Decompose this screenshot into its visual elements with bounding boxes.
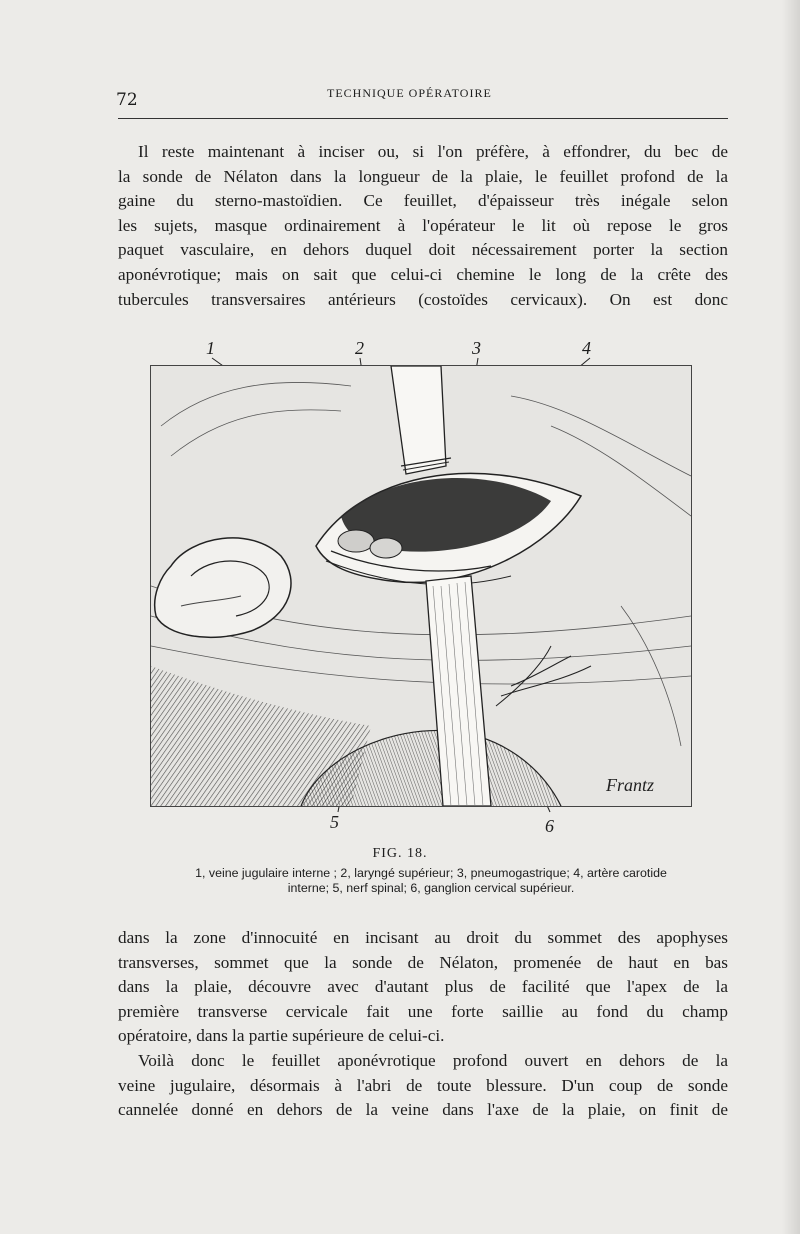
text-line: les sujets, masque ordinairement à l'opérateur le lit où repose le gros: [118, 215, 728, 235]
text-line: dans la zone d'innocuité en incisant au droit du sommet des apophyses: [118, 928, 728, 947]
caption-line: interne; 5, nerf spinal; 6, ganglion cervical supérieur.: [287, 881, 575, 895]
text-line: cannelée donné en dehors de la veine dans l'axe de la plaie, on finit de: [118, 1100, 728, 1120]
caption-line: 1, veine jugulaire interne ; 2, laryngé supérieur; 3, pneumogastrique; 4, artère carotide: [195, 866, 667, 880]
figure-label-2: 2: [355, 338, 364, 358]
running-head: TECHNIQUE OPÉRATOIRE: [327, 86, 492, 100]
upper-retractor: [391, 366, 451, 474]
figure-label-6: 6: [545, 816, 554, 836]
text-line: dans la plaie, découvre avec d'autant plus de facilité que l'apex de la: [118, 977, 728, 997]
figure-label-5: 5: [330, 812, 339, 832]
text-line: transverses, sommet que la sonde de Nélaton, promenée de haut en bas: [118, 952, 728, 972]
text-line: la sonde de Nélaton dans la longueur de la plaie, le feuillet profond de la: [118, 166, 728, 186]
text-line: Il reste maintenant à inciser ou, si l'on préfère, à effondrer, du bec de: [138, 142, 728, 161]
paragraph-2: [118, 926, 728, 1123]
text-line: gaine du sterno-mastoïdien. Ce feuillet, d'épaisseur très inégale selon: [118, 191, 728, 211]
text-line: Voilà donc le feuillet aponévrotique profond ouvert en dehors de la: [138, 1050, 728, 1070]
text-line: première transverse cervicale fait une forte saillie au fond du champ: [118, 1001, 728, 1021]
text-line: tubercules transversaires antérieurs (costoïdes cervicaux). On est donc: [118, 289, 728, 309]
text-line: paquet vasculaire, en dehors duquel doit nécessairement porter la section: [118, 240, 728, 260]
surgical-illustration: [150, 365, 692, 807]
text-line: opératoire, dans la partie supérieure de celui-ci.: [118, 1026, 445, 1046]
figure-label-1: 1: [206, 338, 215, 358]
illustration-drawing: [151, 366, 691, 806]
figure-label-3: 3: [472, 338, 481, 358]
nerve-branches: [496, 646, 591, 706]
figure-label-4: 4: [582, 338, 591, 358]
wound-opening: [316, 473, 581, 584]
figure-title: FIG. 18.: [372, 846, 428, 861]
figure-caption: [146, 866, 716, 896]
page-number: 72: [116, 90, 138, 110]
ear-drawing: [155, 538, 291, 637]
text-line: veine jugulaire, désormais à l'abri de toute blessure. D'un coup de sonde: [118, 1075, 728, 1095]
text-line: aponévrotique; mais on sait que celui-ci chemine le long de la crête des: [118, 264, 728, 284]
artist-signature: Frantz: [606, 775, 655, 795]
